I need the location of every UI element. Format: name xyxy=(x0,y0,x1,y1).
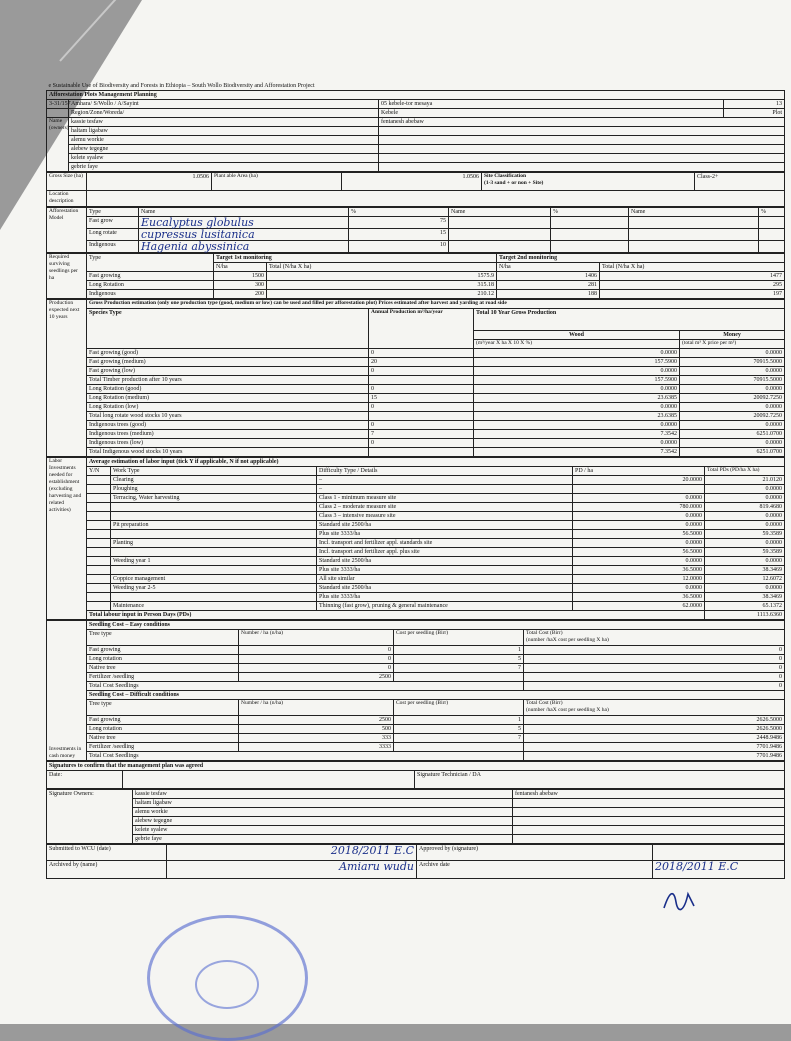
prod-name: Total long rotate wood stocks 10 years xyxy=(87,412,369,421)
target-2: Target 2nd monitoring xyxy=(497,254,785,263)
labor-work xyxy=(111,566,317,575)
labor-diff: Class 3 – intensive measure site xyxy=(317,512,573,521)
diff-cost: 5 xyxy=(394,725,524,734)
invest-label: Investments in cash money xyxy=(47,621,87,761)
labor-diff: – xyxy=(317,476,573,485)
easy-cost: 5 xyxy=(394,655,524,664)
easy-cost xyxy=(394,673,524,682)
col-wood-sub: (m³/year X ha X 10 X %) xyxy=(474,340,680,349)
seed-tot1: 210.12 xyxy=(267,290,497,299)
labor-diff: Class 1 - minimum measure site xyxy=(317,494,573,503)
seed-n2: 1406 xyxy=(497,272,600,281)
labor-pd: 56.5000 xyxy=(573,548,705,557)
diff-tree: Long rotation xyxy=(87,725,239,734)
prod-name: Long Rotation (good) xyxy=(87,385,369,394)
labor-diff: Plus site 3333/ha xyxy=(317,530,573,539)
labor-total: 59.3589 xyxy=(705,530,785,539)
diff-num: 2500 xyxy=(239,716,394,725)
easy-col-total xyxy=(524,630,785,646)
labor-pd: 36.5000 xyxy=(573,593,705,602)
labor-work: Pit preparation xyxy=(111,521,317,530)
easy-title: Seedling Cost – Easy conditions xyxy=(87,621,785,630)
labor-total: 0.0000 xyxy=(705,512,785,521)
labor-table xyxy=(46,457,785,620)
col-total-10y: Total 10 Year Gross Production xyxy=(474,309,785,331)
site-classification xyxy=(482,173,695,191)
sig-owner: alebew tegegne xyxy=(133,817,513,826)
seed-n1: 300 xyxy=(214,281,267,290)
labor-total-label: Total labour input in Person Days (PDs) xyxy=(87,611,705,620)
labor-diff: Standard site 2500/ha xyxy=(317,584,573,593)
labor-total: 0.0000 xyxy=(705,557,785,566)
submitted-label: Submitted to WCU (date) xyxy=(47,845,167,861)
prod-annual: 0 xyxy=(369,385,474,394)
labor-total: 0.0000 xyxy=(705,494,785,503)
header-table xyxy=(46,82,785,172)
model-table xyxy=(46,207,785,253)
prod-annual xyxy=(369,412,474,421)
archive-date-label: Archive date xyxy=(417,861,653,879)
prod-wood: 0.0000 xyxy=(474,385,680,394)
stamp-emblem xyxy=(195,960,259,1009)
labor-diff: – xyxy=(317,485,573,494)
plantable-label: Plant able Area (ha) xyxy=(212,173,342,191)
prod-wood: 157.5900 xyxy=(474,358,680,367)
diff-tree: Fertilizer /seedling xyxy=(87,743,239,752)
signature-table xyxy=(46,761,785,789)
region-sub: Region/Zone/Woreda/ xyxy=(69,109,379,118)
labor-pd: 0.0000 xyxy=(573,494,705,503)
prod-money: 0.0000 xyxy=(680,421,785,430)
model-type: Long rotate xyxy=(87,229,139,241)
col-total-pd: Total PDs (PD/ha X ha) xyxy=(705,467,785,476)
model-type: Indigenous xyxy=(87,241,139,253)
model-col-pct-2: % xyxy=(551,208,629,217)
easy-num: 0 xyxy=(239,655,394,664)
labor-pd: 0.0000 xyxy=(573,584,705,593)
labor-pd: 20.0000 xyxy=(573,476,705,485)
labor-total: 65.1372 xyxy=(705,602,785,611)
labor-total: 0.0000 xyxy=(705,485,785,494)
seed-n2: 188 xyxy=(497,290,600,299)
seed-type: Long Rotation xyxy=(87,281,214,290)
prod-name: Fast growing (medium) xyxy=(87,358,369,367)
labor-total: 0.0000 xyxy=(705,521,785,530)
labor-total: 38.3469 xyxy=(705,593,785,602)
diff-cost: 1 xyxy=(394,716,524,725)
model-species: Hagenia abyssinica xyxy=(139,241,349,253)
easy-num: 2500 xyxy=(239,673,394,682)
col-yn: Y/N xyxy=(87,467,111,476)
prod-money: 0.0000 xyxy=(680,439,785,448)
labor-total: 12.6072 xyxy=(705,575,785,584)
diff-num: 500 xyxy=(239,725,394,734)
seed-tot1: 1575.9 xyxy=(267,272,497,281)
easy-col-total-sub: (number /haX cost per seedling X ha) xyxy=(526,637,609,643)
region: Amhara/ S/Wollo / A/Sayint xyxy=(69,100,379,109)
labor-work: Planting xyxy=(111,539,317,548)
prod-annual: 15 xyxy=(369,394,474,403)
labor-work: Coppice management xyxy=(111,575,317,584)
labor-diff: Thinning (fast grow), pruning & general maintenance xyxy=(317,602,573,611)
easy-tree: Fertilizer /seedling xyxy=(87,673,239,682)
labor-label: Labor Investments needed for establishment (excluding harvesting and related activities) xyxy=(47,458,87,620)
seed-n2: 281 xyxy=(497,281,600,290)
model-col-pct: % xyxy=(349,208,449,217)
total-1: Total (N/ha X ha) xyxy=(267,263,497,272)
easy-tree: Fast growing xyxy=(87,646,239,655)
prod-annual: 0 xyxy=(369,403,474,412)
difficult-title: Seedling Cost – Difficult conditions xyxy=(87,691,785,700)
form-title: Afforestation Plots Management Planning xyxy=(47,91,785,100)
col-diff: Difficulty Type / Details xyxy=(317,467,573,476)
owners-sig-label: Signature Owners: xyxy=(47,790,133,844)
prod-name: Indigenous trees (low) xyxy=(87,439,369,448)
kebele-sub: Kebele xyxy=(379,109,724,118)
confirm-label: Signatures to confirm that the management plan was agreed xyxy=(47,762,785,771)
diff-col-total xyxy=(524,700,785,716)
prod-annual: 0 xyxy=(369,349,474,358)
diff-total-value: 7701.9486 xyxy=(524,752,785,761)
prod-name: Long Rotation (medium) xyxy=(87,394,369,403)
labor-work: Terracing, Water harvesting xyxy=(111,494,317,503)
gross-size: 1.0506 xyxy=(87,173,212,191)
easy-cost: 7 xyxy=(394,664,524,673)
prod-money: 0.0000 xyxy=(680,367,785,376)
prod-wood: 0.0000 xyxy=(474,439,680,448)
seed-tot2: 295 xyxy=(600,281,785,290)
prod-wood: 0.0000 xyxy=(474,421,680,430)
col-money: Money xyxy=(680,331,785,340)
owner-4: alebew tegegne xyxy=(69,145,379,154)
sig-owner: gebrie faye xyxy=(133,835,513,844)
model-col-name: Name xyxy=(139,208,349,217)
prod-wood: 0.0000 xyxy=(474,349,680,358)
prod-annual xyxy=(369,448,474,457)
owner-2: haltam ligabaw xyxy=(69,127,379,136)
prod-money: 0.0000 xyxy=(680,385,785,394)
diff-col-tree: Tree type xyxy=(87,700,239,716)
labor-work xyxy=(111,512,317,521)
labor-work: Maintenance xyxy=(111,602,317,611)
labor-total: 0.0000 xyxy=(705,584,785,593)
diff-cost xyxy=(394,743,524,752)
seed-n1: 200 xyxy=(214,290,267,299)
site-class: Class-2+ xyxy=(695,173,785,191)
col-species: Species Type xyxy=(87,309,369,349)
kebele: 05 kebele-tor mesaya xyxy=(379,100,724,109)
target-1: Target 1st monitoring xyxy=(214,254,497,263)
total-2: Total (N/ha X ha) xyxy=(600,263,785,272)
prod-money: 70915.5000 xyxy=(680,376,785,385)
prod-wood: 7.3542 xyxy=(474,430,680,439)
sig-da: fentanesh abebaw xyxy=(513,790,785,799)
archived-label: Archived by (name) xyxy=(47,861,167,879)
prod-money: 70915.5000 xyxy=(680,358,785,367)
site-sub: (1-3 sand + or non + Site) xyxy=(484,180,544,186)
production-label: Production expected next 10 years xyxy=(47,300,87,457)
easy-total: 0 xyxy=(524,646,785,655)
labor-pd: 0.0000 xyxy=(573,521,705,530)
labor-pd xyxy=(573,485,705,494)
sig-owner: kassie tesfaw xyxy=(133,790,513,799)
labor-total: 38.3469 xyxy=(705,566,785,575)
diff-col-cost: Cost per seedling (Birr) xyxy=(394,700,524,716)
labor-total: 0.0000 xyxy=(705,539,785,548)
size-table xyxy=(46,172,785,207)
col-money-sub: (total m³ X price per m³) xyxy=(680,340,785,349)
model-label: Afforestation Model xyxy=(47,208,87,253)
diff-col-total-title: Total Cost (Birr) xyxy=(526,700,563,706)
signature-mark xyxy=(660,888,700,914)
easy-total: 0 xyxy=(524,655,785,664)
easy-tree: Native tree xyxy=(87,664,239,673)
location-label: Location description xyxy=(47,191,87,207)
labor-pd: 0.0000 xyxy=(573,557,705,566)
labor-work xyxy=(111,530,317,539)
easy-col-num: Number / ha (n/ha) xyxy=(239,630,394,646)
labor-work: Weeding year 1 xyxy=(111,557,317,566)
prod-name: Total Timber production after 10 years xyxy=(87,376,369,385)
nha-1: N/ha xyxy=(214,263,267,272)
prod-annual: 0 xyxy=(369,367,474,376)
labor-work: Clearing xyxy=(111,476,317,485)
diff-tree: Fast growing xyxy=(87,716,239,725)
easy-total: 0 xyxy=(524,664,785,673)
prod-money: 20092.7250 xyxy=(680,394,785,403)
seed-n1: 1500 xyxy=(214,272,267,281)
labor-work: Ploughing xyxy=(111,485,317,494)
diff-cost: 7 xyxy=(394,734,524,743)
production-table xyxy=(46,299,785,457)
labor-pd: 0.0000 xyxy=(573,539,705,548)
owner-3: alemu workie xyxy=(69,136,379,145)
seedlings-label: Required surviving seedlings per ha xyxy=(47,254,87,299)
investment-table xyxy=(46,620,785,761)
prod-name: Long Rotation (low) xyxy=(87,403,369,412)
sig-owner: kelete syalew xyxy=(133,826,513,835)
easy-num: 0 xyxy=(239,664,394,673)
labor-diff: All site similar xyxy=(317,575,573,584)
diff-total: 7701.9486 xyxy=(524,743,785,752)
diff-total: 2626.5000 xyxy=(524,716,785,725)
model-pct: 75 xyxy=(349,217,449,229)
easy-tree: Long rotation xyxy=(87,655,239,664)
labor-pd: 12.0000 xyxy=(573,575,705,584)
approved-label: Approved by (signature) xyxy=(417,845,653,861)
plot-code: 3-31/157 xyxy=(47,100,69,109)
management-plan-form xyxy=(46,82,784,879)
diff-num: 3333 xyxy=(239,743,394,752)
prod-name: Fast growing (low) xyxy=(87,367,369,376)
labor-pd: 0.0000 xyxy=(573,512,705,521)
col-work: Work Type xyxy=(111,467,317,476)
labor-work xyxy=(111,503,317,512)
labor-title: Average estimation of labor input (tick Y if applicable, N if not applicable) xyxy=(87,458,785,467)
prod-annual: 7 xyxy=(369,430,474,439)
prod-money: 6251.0700 xyxy=(680,430,785,439)
prod-annual xyxy=(369,376,474,385)
prod-money: 0.0000 xyxy=(680,403,785,412)
diff-col-total-sub: (number /haX cost per seedling X ha) xyxy=(526,707,609,713)
production-note: Gross Production estimation (only one production type (good, medium or low) can be used and filled per afforestation plot) Prices estimated after harvest and yarding at road side xyxy=(87,300,785,309)
easy-total-label: Total Cost Seedlings xyxy=(87,682,524,691)
site-label: Site Classification xyxy=(484,173,527,179)
prod-name: Indigenous trees (medium) xyxy=(87,430,369,439)
prod-wood: 23.6385 xyxy=(474,394,680,403)
prod-name: Indigenous trees (good) xyxy=(87,421,369,430)
col-annual: Annual Production m³/ha/year xyxy=(369,309,474,349)
labor-diff: Incl. transport and fertilizer appl. plus site xyxy=(317,548,573,557)
model-col-type: Type xyxy=(87,208,139,217)
col-wood: Wood xyxy=(474,331,680,340)
seed-type: Fast growing xyxy=(87,272,214,281)
tech-label: Signature Technician / DA xyxy=(415,771,785,789)
prod-annual: 0 xyxy=(369,439,474,448)
labor-total-value: 1113.6360 xyxy=(705,611,785,620)
labor-work xyxy=(111,593,317,602)
prod-wood: 0.0000 xyxy=(474,403,680,412)
diff-total-label: Total Cost Seedlings xyxy=(87,752,524,761)
plantable-area: 1.0506 xyxy=(342,173,482,191)
archive-table xyxy=(46,844,785,879)
owners-signature-table xyxy=(46,789,785,844)
easy-num: 0 xyxy=(239,646,394,655)
diff-col-num: Number / ha (n/ha) xyxy=(239,700,394,716)
labor-pd: 780.0000 xyxy=(573,503,705,512)
labor-work: Weeding year 2-5 xyxy=(111,584,317,593)
prod-wood: 23.6385 xyxy=(474,412,680,421)
sig-owner: haltam ligabaw xyxy=(133,799,513,808)
labor-diff: Class 2 – moderate measure site xyxy=(317,503,573,512)
archive-date: 2018/2011 E.C xyxy=(653,861,785,879)
seed-type: Indigenous xyxy=(87,290,214,299)
col-pd: PD / ha xyxy=(573,467,705,476)
prod-money: 6251.0700 xyxy=(680,448,785,457)
labor-pd: 62.0000 xyxy=(573,602,705,611)
plot-number: 13 xyxy=(724,100,785,109)
easy-col-total-title: Total Cost (Birr) xyxy=(526,630,563,636)
labor-total: 59.3589 xyxy=(705,548,785,557)
diff-total: 2626.5000 xyxy=(524,725,785,734)
labor-pd: 36.5000 xyxy=(573,566,705,575)
owners-label: Name (owners) xyxy=(47,118,69,172)
labor-diff: Plus site 3333/ha xyxy=(317,593,573,602)
da-name: fentanesh abebaw xyxy=(379,118,785,127)
easy-cost: 1 xyxy=(394,646,524,655)
submitted-date: 2018/2011 E.C xyxy=(167,845,417,861)
diff-total: 2448.9486 xyxy=(524,734,785,743)
easy-col-tree: Tree type xyxy=(87,630,239,646)
seed-tot2: 1477 xyxy=(600,272,785,281)
seed-tot1: 315.18 xyxy=(267,281,497,290)
easy-total: 0 xyxy=(524,673,785,682)
labor-diff: Incl. transport and fertilizer appl. standards site xyxy=(317,539,573,548)
project-title: e Sustainable Use of Biodiversity and Forests in Ethiopia – South Wollo Biodiversity and Afforestation Project xyxy=(48,83,315,89)
labor-total: 21.0120 xyxy=(705,476,785,485)
prod-money: 20092.7250 xyxy=(680,412,785,421)
model-col-name-3: Name xyxy=(629,208,759,217)
gross-size-label: Gross Size (ha) xyxy=(47,173,87,191)
prod-name: Total Indigenous wood stocks 10 years xyxy=(87,448,369,457)
prod-wood: 7.3542 xyxy=(474,448,680,457)
labor-pd: 56.5000 xyxy=(573,530,705,539)
owner-1: kassie tesfaw xyxy=(69,118,379,127)
model-type: Fast grow xyxy=(87,217,139,229)
easy-total-value: 0 xyxy=(524,682,785,691)
date-label: Date: xyxy=(47,771,123,789)
model-pct: 10 xyxy=(349,241,449,253)
labor-diff: Standard site 2500/ha xyxy=(317,521,573,530)
plot-label: Plot xyxy=(724,109,785,118)
model-pct: 15 xyxy=(349,229,449,241)
labor-total: 819.4680 xyxy=(705,503,785,512)
model-species: Eucalyptus globulus xyxy=(139,217,349,229)
easy-col-cost: Cost per seedling (Birr) xyxy=(394,630,524,646)
diff-tree: Native tree xyxy=(87,734,239,743)
labor-diff: Standard site 2500/ha xyxy=(317,557,573,566)
seed-col-type: Type xyxy=(87,254,214,272)
labor-work xyxy=(111,548,317,557)
owner-5: kelete syalew xyxy=(69,154,379,163)
labor-diff: Plus site 3333/ha xyxy=(317,566,573,575)
prod-annual: 20 xyxy=(369,358,474,367)
model-col-name-2: Name xyxy=(449,208,551,217)
prod-wood: 157.5900 xyxy=(474,376,680,385)
approval-signature xyxy=(660,888,700,920)
prod-wood: 0.0000 xyxy=(474,367,680,376)
seedlings-table xyxy=(46,253,785,299)
model-species: cupressus lusitanica xyxy=(139,229,349,241)
archived-name: Amiaru wudu xyxy=(167,861,417,879)
owner-6: gebrie faye xyxy=(69,163,379,172)
seed-tot2: 197 xyxy=(600,290,785,299)
nha-2: N/ha xyxy=(497,263,600,272)
prod-annual: 0 xyxy=(369,421,474,430)
diff-num: 333 xyxy=(239,734,394,743)
sig-owner: alemu workie xyxy=(133,808,513,817)
prod-money: 0.0000 xyxy=(680,349,785,358)
prod-name: Fast growing (good) xyxy=(87,349,369,358)
model-col-pct-3: % xyxy=(759,208,785,217)
